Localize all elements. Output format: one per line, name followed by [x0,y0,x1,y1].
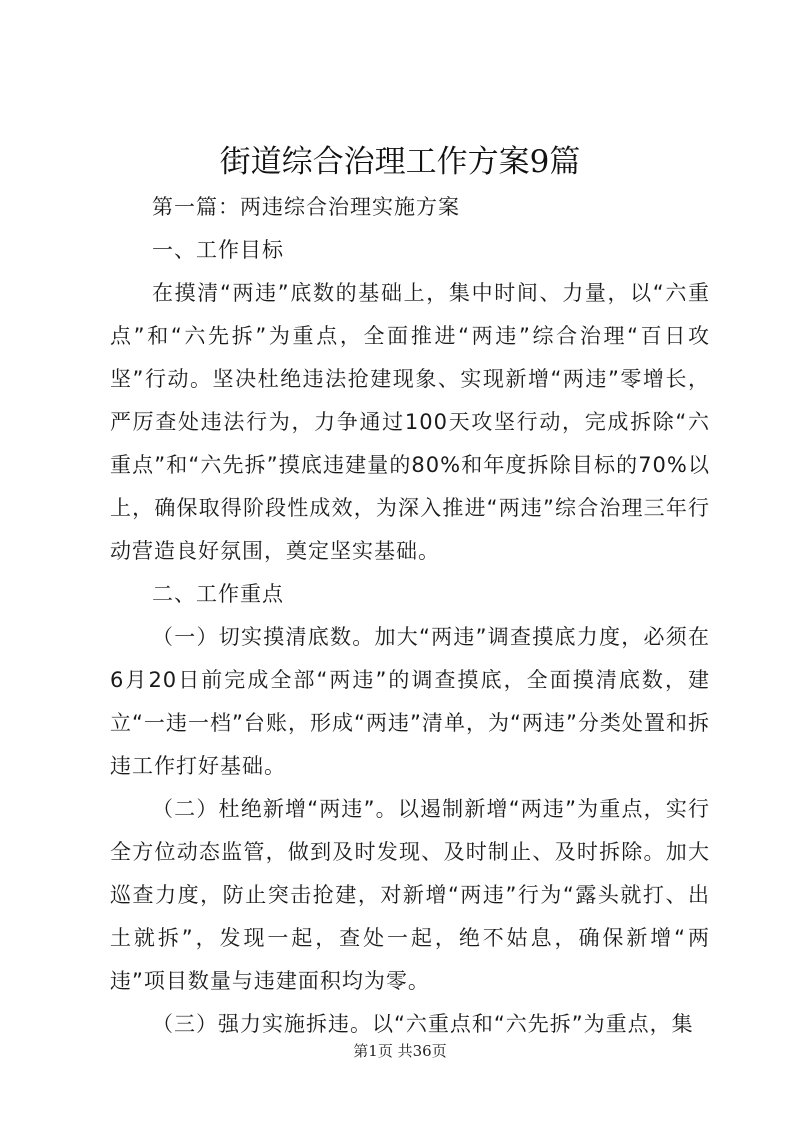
body-paragraph: （一）切实摸清底数。加大“两违”调查摸底力度，必须在6月20日前完成全部“两违”的调查摸底，全面摸清底数，建立“一违一档”台账，形成“两违”清单，为“两违”分类处置和拆违工作打好基础。 [110,625,710,778]
subsection-heading: 一、工作目标 [152,238,284,262]
page-footer: 第1页 共36页 [353,1042,447,1060]
body-paragraph: （二）杜绝新增“两违”。以遏制新增“两违”为重点，实行全方位动态监管，做到及时发现、及时制止、及时拆除。加大巡查力度，防止突击抢建，对新增“两违”行为“露头就打、出土就拆”，发现一起，查处一起，绝不姑息，确保新增“两违”项目数量与违建面积均为零。 [110,797,710,993]
body-paragraph: 在摸清“两违”底数的基础上，集中时间、力量，以“六重点”和“六先拆”为重点，全面推进“两违”综合治理“百日攻坚”行动。坚决杜绝违法抢建现象、实现新增“两违”零增长，严厉查处违法行为，力争通过100天攻坚行动，完成拆除“六重点”和“六先拆”摸底违建量的80%和年度拆除目标的70%以上，确保取得阶段性成效，为深入推进“两违”综合治理三年行动营造良好氛围，奠定坚实基础。 [110,281,710,563]
body-paragraph: （三）强力实施拆违。以“六重点和“六先拆”为重点，集 [152,1012,694,1036]
subsection-heading: 二、工作重点 [152,582,284,606]
document-title: 街道综合治理工作方案9篇 [219,144,581,180]
document-body [110,186,710,1046]
section-heading: 第一篇：两违综合治理实施方案 [152,195,460,219]
